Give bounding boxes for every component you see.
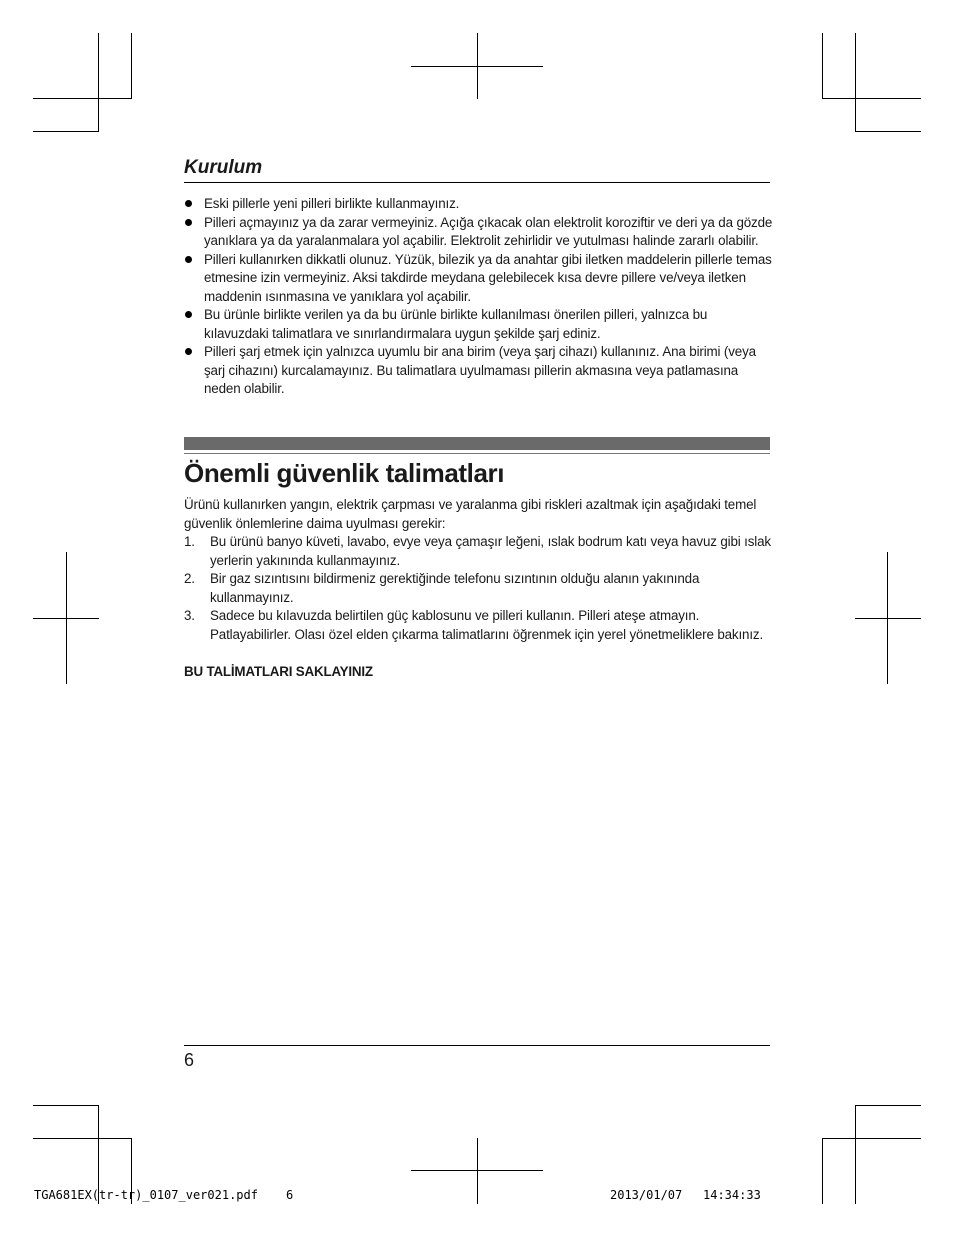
- crop-mark: [822, 1138, 921, 1139]
- crop-mark: [131, 33, 132, 99]
- list-item: [184, 306, 774, 343]
- slug-date: 2013/01/07: [610, 1188, 683, 1202]
- list-item-text: Bir gaz sızıntısını bildirmeniz gerektiğinde telefonu sızıntının olduğu alanın yakınında kullanmayınız.: [210, 571, 700, 605]
- crop-mark: [33, 98, 132, 99]
- crop-mark: [477, 1138, 478, 1204]
- footer-divider: [184, 1045, 770, 1046]
- heading-band-rule: [184, 453, 770, 454]
- item-number: 1.: [184, 534, 195, 549]
- crop-mark: [822, 1138, 823, 1204]
- list-item: [184, 214, 774, 251]
- section-header: [184, 156, 770, 180]
- list-item-text: Eski pillerle yeni pilleri birlikte kullanmayınız.: [204, 196, 460, 211]
- list-item-text: Bu ürünü banyo küveti, lavabo, evye veya çamaşır leğeni, ıslak bodrum katı veya havuz gibi ıslak yerlerin yakınında kullanmayınız.: [210, 534, 771, 568]
- list-item: [184, 607, 774, 644]
- section-divider: [184, 182, 770, 183]
- list-item: [184, 570, 774, 607]
- heading-band: [184, 437, 770, 450]
- item-number: 2.: [184, 571, 195, 586]
- slug-time: 14:34:33: [703, 1188, 761, 1202]
- page-number: 6: [184, 1050, 195, 1070]
- bullet-icon: [185, 348, 192, 355]
- crop-mark: [855, 618, 921, 619]
- crop-mark: [822, 98, 921, 99]
- item-number: 3.: [184, 608, 195, 623]
- bullet-icon: [185, 200, 192, 207]
- safety-intro: Ürünü kullanırken yangın, elektrik çarpması ve yaralanma gibi riskleri azaltmak için aşağıdaki temel güvenlik önlemlerine daima uyulması gerekir:: [184, 497, 757, 531]
- crop-mark: [33, 1105, 99, 1106]
- save-instructions-note: BU TALİMATLARI SAKLAYINIZ: [184, 664, 373, 679]
- crop-mark: [855, 1105, 856, 1204]
- bullet-icon: [185, 219, 192, 226]
- list-item: [184, 343, 774, 399]
- list-item-text: Pilleri kullanırken dikkatli olunuz. Yüzük, bilezik ya da anahtar gibi iletken maddelerin pillerle temas etmesine izin vermeyiniz. Aksi takdirde meydana gelebilecek kısa devre pillere ve/veya iletken maddenin ısınmasına ve yanıklara yol açabilir.: [204, 251, 772, 304]
- section-title: Kurulum: [184, 157, 263, 178]
- crop-mark: [33, 618, 99, 619]
- list-item-text: Pilleri açmayınız ya da zarar vermeyiniz. Açığa çıkacak olan elektrolit koroziftir ve deri ya da gözde yanıklara ya da yaralanmalara yol açabilir. Elektrolit zehirlidir ve yutulması halinde zararlı olabilir.: [204, 214, 773, 248]
- list-item: [184, 195, 774, 214]
- crop-mark: [98, 33, 99, 132]
- list-item-text: Bu ürünle birlikte verilen ya da bu ürünle birlikte kullanılması önerilen pilleri, yalnızca bu kılavuzdaki talimatlara ve sınırlandırmalara uygun şekilde şarj ediniz.: [204, 307, 708, 341]
- list-item: [184, 533, 774, 570]
- crop-mark: [33, 1138, 132, 1139]
- page-title: Önemli güvenlik talimatları: [184, 458, 505, 488]
- slug-page: 6: [286, 1188, 294, 1202]
- crop-mark: [411, 1170, 543, 1171]
- safety-instructions-list: [184, 533, 774, 644]
- crop-mark: [855, 33, 856, 132]
- crop-mark: [33, 131, 99, 132]
- bullet-icon: [185, 311, 192, 318]
- crop-mark: [855, 1105, 921, 1106]
- crop-mark: [411, 66, 543, 67]
- crop-mark: [822, 33, 823, 99]
- slug-filename: TGA681EX(tr-tr)_0107_ver021.pdf: [34, 1188, 258, 1202]
- list-item: [184, 251, 774, 307]
- battery-precautions-list: [184, 195, 774, 399]
- bullet-icon: [185, 256, 192, 263]
- crop-mark: [855, 131, 921, 132]
- list-item-text: Sadece bu kılavuzda belirtilen güç kablosunu ve pilleri kullanın. Pilleri ateşe atmayın. Patlayabilirler. Olası özel elden çıkarma talimatlarını öğrenmek için yerel yönetmeliklere bakınız.: [210, 608, 764, 642]
- list-item-text: Pilleri şarj etmek için yalnızca uyumlu bir ana birim (veya şarj cihazı) kullanınız. Ana birimi (veya şarj cihazını) kurcalamayınız. Bu talimatlara uyulmaması pillerin akmasına veya patlamasına neden olabilir.: [204, 344, 756, 396]
